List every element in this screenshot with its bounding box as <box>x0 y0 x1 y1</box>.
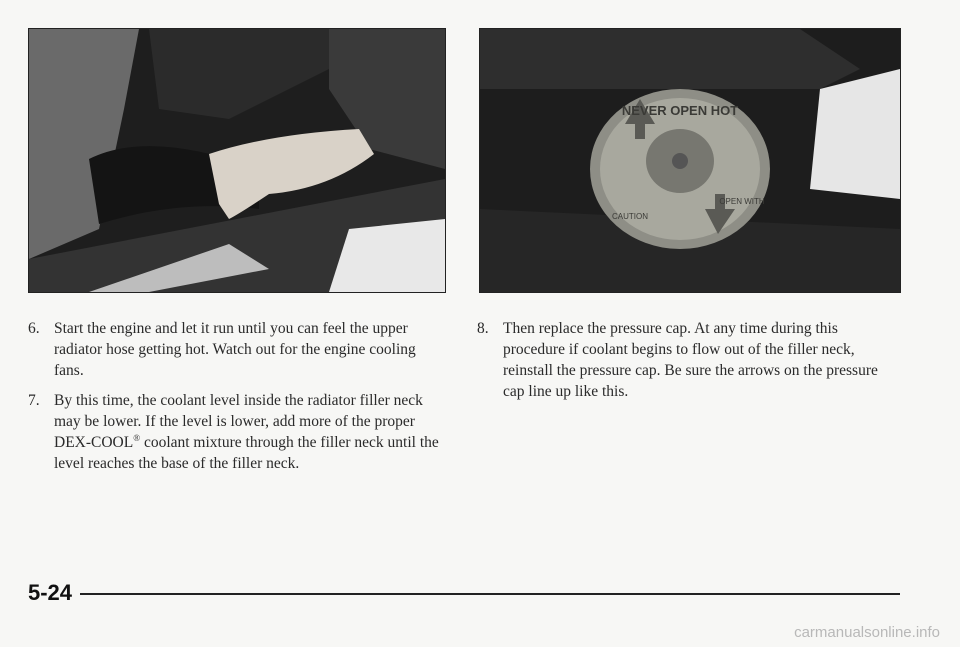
steps-left-column <box>28 318 448 483</box>
watermark-text: carmanualsonline.info <box>794 624 940 641</box>
cap-text-never-open-hot: NEVER OPEN HOT <box>621 103 739 118</box>
photo-radiator-hose <box>28 28 446 293</box>
step-number: 7. <box>28 392 40 409</box>
step-text-before: By this time, the coolant level inside the radiator filler neck may be lower. If the level is lower, add more of the proper DEX-COOL <box>54 392 423 451</box>
radiator-hose-illustration <box>29 29 445 292</box>
step-text: Start the engine and let it run until you can feel the upper radiator hose getting hot. Watch out for the engine cooling fans. <box>54 320 416 379</box>
step-text: Then replace the pressure cap. At any time during this procedure if coolant begins to flow out of the filler neck, reinstall the pressure cap. Be sure the arrows on the pressure cap line up like this. <box>503 320 878 400</box>
pressure-cap-illustration <box>480 29 900 292</box>
step-8 <box>477 318 897 402</box>
steps-right-column <box>477 318 897 411</box>
page-number: 5-24 <box>28 580 73 605</box>
cap-text-open-with: OPEN WITH <box>719 197 765 206</box>
registered-mark: ® <box>133 432 141 443</box>
step-text-after: coolant mixture through the filler neck until the level reaches the base of the filler neck. <box>54 434 439 472</box>
cap-text-caution: CAUTION <box>612 212 648 221</box>
step-7 <box>28 390 448 474</box>
step-6 <box>28 318 448 381</box>
step-text <box>54 390 448 474</box>
step-number: 6. <box>28 320 40 337</box>
photo-pressure-cap <box>479 28 901 293</box>
footer-rule <box>80 593 900 595</box>
step-number: 8. <box>477 320 489 337</box>
